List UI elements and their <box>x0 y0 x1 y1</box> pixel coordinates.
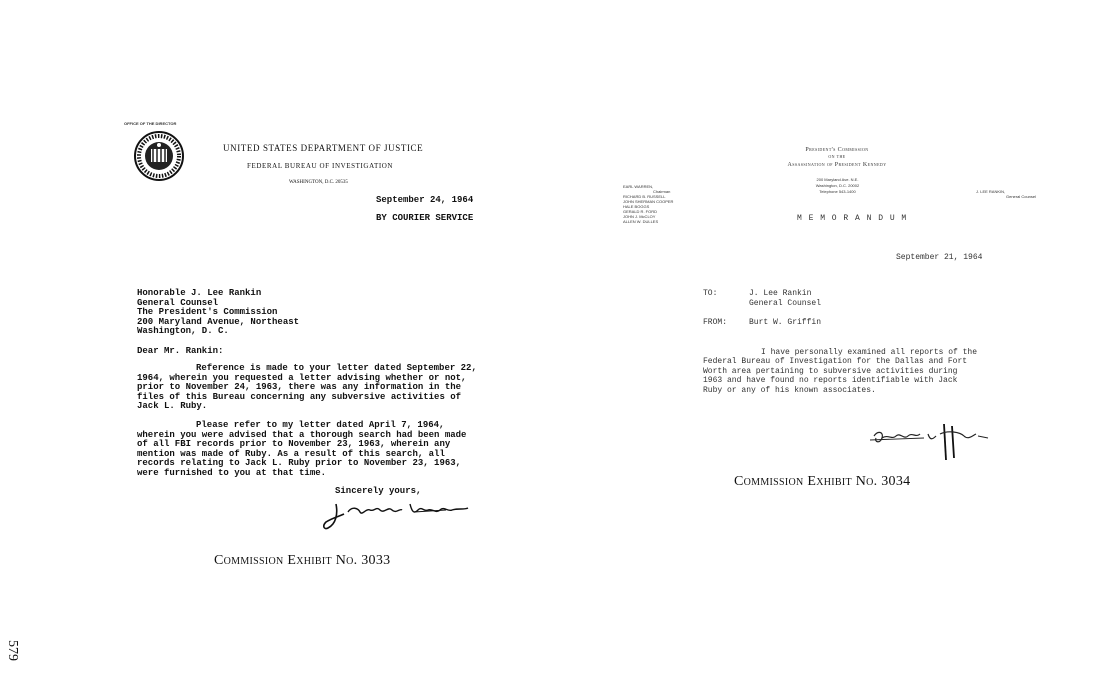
paragraph-line: wherein you were advised that a thorough search had been made <box>137 429 467 440</box>
exhibit-caption-3033: Commission Exhibit No. 3033 <box>214 553 391 568</box>
paragraph-line: Jack L. Ruby. <box>137 401 208 412</box>
from-label: FROM: <box>703 318 728 327</box>
address-line: Washington, D. C. <box>137 326 229 337</box>
to-label: TO: <box>703 289 718 298</box>
paragraph-line: files of this Bureau concerning any subversive activities of <box>137 391 462 402</box>
body-line: 1963 and have found no reports identifiable with Jack <box>703 376 958 386</box>
salutation: Dear Mr. Rankin: <box>137 346 224 356</box>
general-counsel-listing <box>976 189 1036 199</box>
commission-letterhead <box>762 146 912 170</box>
body-line: Worth area pertaining to subversive activities during <box>703 366 958 376</box>
letterhead-line: on the <box>828 155 846 160</box>
to-recipient <box>749 289 821 309</box>
memo-body <box>703 348 977 395</box>
commission-address <box>800 177 875 195</box>
recipient-line: General Counsel <box>749 299 822 308</box>
member-line: GERALD R. FORD <box>623 209 658 214</box>
page-number: 579 <box>5 640 20 661</box>
address-line: The President's Commission <box>137 307 278 318</box>
member-line: Chairman <box>653 189 671 194</box>
letter-date: September 24, 1964 <box>376 195 474 205</box>
address-line: Washington, D.C. 20002 <box>815 183 860 188</box>
member-line: ALLEN W. DULLES <box>623 219 659 224</box>
office-label: OFFICE OF THE DIRECTOR <box>124 121 177 126</box>
from-sender: Burt W. Griffin <box>749 318 822 327</box>
address-line: 200 Maryland Avenue, Northeast <box>137 316 300 327</box>
address-line: Telephone 543-1400 <box>819 189 856 194</box>
griffin-signature <box>868 420 990 462</box>
address-line: Honorable J. Lee Rankin <box>137 288 262 298</box>
department-heading: UNITED STATES DEPARTMENT OF JUSTICE <box>223 143 424 153</box>
exhibit-caption-3034: Commission Exhibit No. 3034 <box>734 474 911 489</box>
recipient-line: J. Lee Rankin <box>749 289 812 298</box>
member-line: HALE BOGGS <box>623 204 650 209</box>
paragraph-line: Please refer to my letter dated April 7, 1964, <box>196 420 445 430</box>
counsel-line: General Counsel <box>1006 194 1037 199</box>
letter-paragraph-2 <box>137 421 466 479</box>
memo-date: September 21, 1964 <box>896 253 983 262</box>
paragraph-line: were furnished to you at that time. <box>137 467 327 478</box>
closing: Sincerely yours, <box>335 486 422 496</box>
letterhead-line: President's Commission <box>805 147 869 153</box>
paragraph-line: records relating to Jack L. Ruby prior to November 23, 1963, <box>137 458 462 469</box>
bureau-heading: FEDERAL BUREAU OF INVESTIGATION <box>247 162 394 170</box>
recipient-address <box>137 289 299 337</box>
member-line: JOHN SHERMAN COOPER <box>623 199 674 204</box>
letter-paragraph-1 <box>137 364 477 412</box>
fbi-seal-icon <box>134 131 184 181</box>
memorandum-title: M E M O R A N D U M <box>797 214 908 223</box>
letterhead-line: Assassination of President Kennedy <box>787 162 887 168</box>
body-line: I have personally examined all reports of the <box>761 348 978 357</box>
delivery-method: BY COURIER SERVICE <box>376 213 474 223</box>
member-line: JOHN J. McCLOY <box>623 214 656 219</box>
city-line: WASHINGTON, D.C. 20535 <box>289 180 348 185</box>
paragraph-line: of all FBI records prior to November 23, 1963, wherein any <box>137 439 451 450</box>
address-line: General Counsel <box>137 297 219 308</box>
member-line: EARL WARREN, <box>623 184 654 189</box>
paragraph-line: prior to November 24, 1963, there was any information in the <box>137 382 462 393</box>
address-line: 200 Maryland Ave. N.E. <box>816 177 859 182</box>
member-line: RICHARD B. RUSSELL <box>623 194 666 199</box>
paragraph-line: 1964, wherein you requested a letter advising whether or not, <box>137 372 467 383</box>
body-line: Ruby or any of his known associates. <box>703 385 876 395</box>
body-line: Federal Bureau of Investigation for the Dallas and Fort <box>703 357 968 367</box>
counsel-line: J. LEE RANKIN, <box>976 189 1006 194</box>
commission-members <box>623 184 673 224</box>
paragraph-line: mention was made of Ruby. As a result of this search, all <box>137 448 445 459</box>
paragraph-line: Reference is made to your letter dated September 22, <box>196 363 477 373</box>
hoover-signature <box>318 496 478 536</box>
